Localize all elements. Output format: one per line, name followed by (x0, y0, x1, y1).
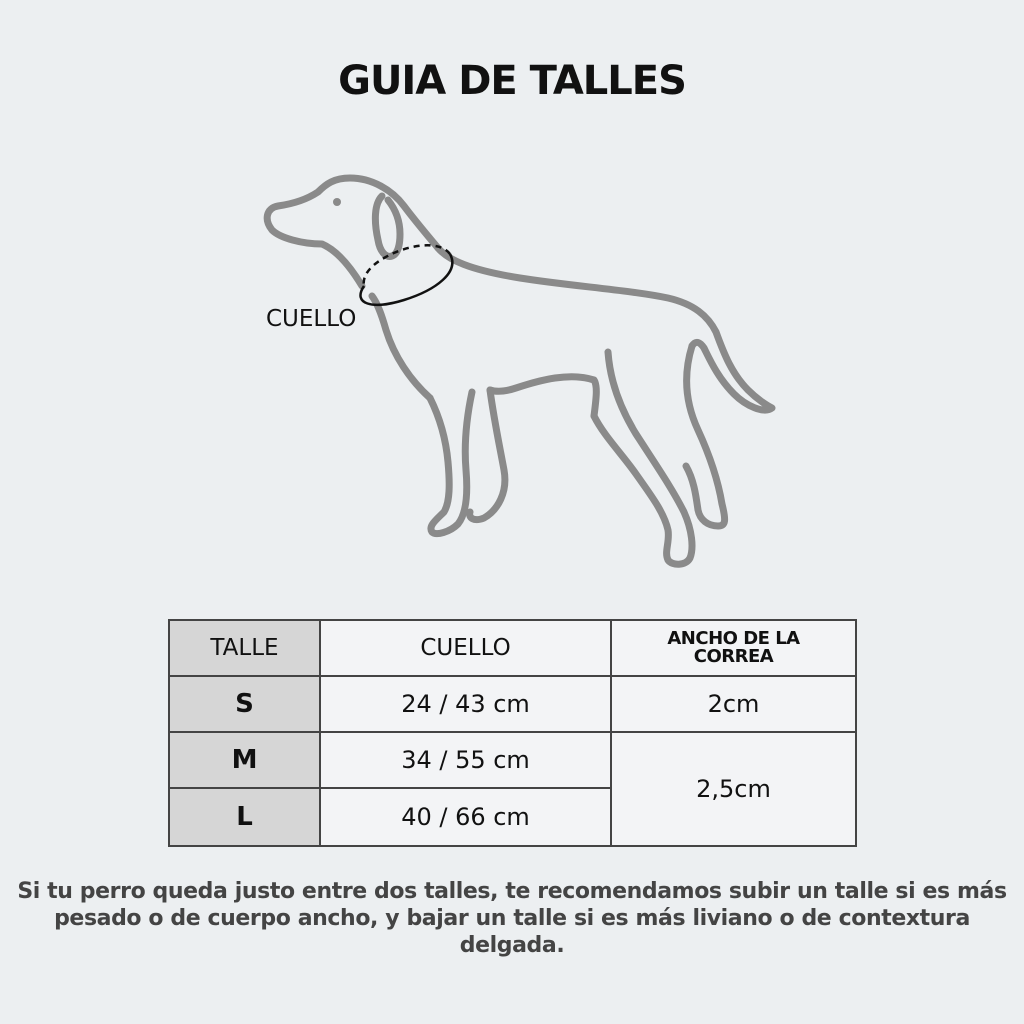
row-size-l: L (168, 787, 321, 847)
header-size: TALLE (168, 619, 321, 677)
header-strap-width: ANCHO DE LA CORREA (610, 619, 857, 677)
size-chart-table (168, 619, 857, 847)
row-neck-l: 40 / 66 cm (319, 787, 612, 847)
row-neck-m: 34 / 55 cm (319, 731, 612, 789)
row-size-s: S (168, 675, 321, 733)
neck-label: CUELLO (266, 306, 357, 332)
page-title: GUIA DE TALLES (338, 58, 686, 104)
row-strap-s: 2cm (610, 675, 857, 733)
header-neck: CUELLO (319, 619, 612, 677)
size-recommendation-note: Si tu perro queda justo entre dos talles, te recomendamos subir un talle si es más pesado o de cuerpo ancho, y bajar un talle si es más liviano o de contextura delgada. (17, 879, 1007, 958)
dog-diagram (250, 160, 810, 590)
row-size-m: M (168, 731, 321, 789)
row-strap-m-l: 2,5cm (610, 731, 857, 847)
dog-outline-illustration (250, 160, 810, 590)
row-neck-s: 24 / 43 cm (319, 675, 612, 733)
